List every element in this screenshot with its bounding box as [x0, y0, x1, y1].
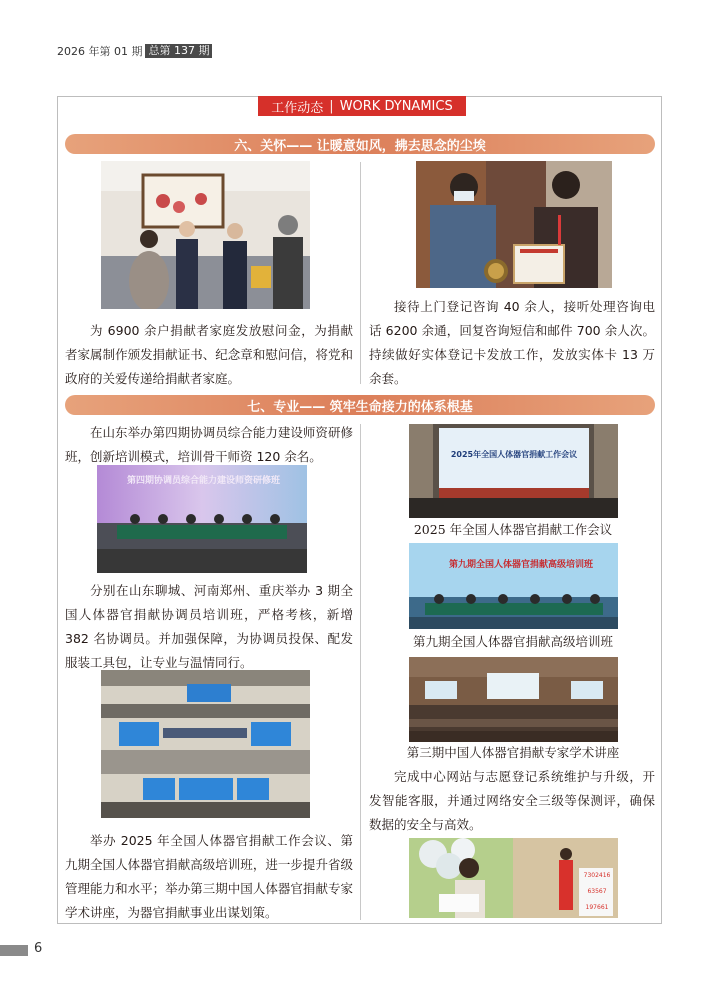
stat-value: 7302416: [583, 872, 611, 879]
photo-work-conference: [409, 424, 618, 518]
photo-caption: 第三期中国人体器官捐献专家学术讲座: [406, 745, 620, 760]
section-separator: |: [329, 98, 334, 114]
professional-left-paragraph-2: 分别在山东聊城、河南郑州、重庆举办 3 期全国人体器官捐献协调员培训班，严格考核，新增 382 名协调员。并加强保障，为协调员投保、配发服装工具包，让专业与温情同行。: [65, 583, 353, 670]
professional-left-paragraph-1: 在山东举办第四期协调员综合能力建设师资研修班，创新培训模式，培训骨干师资 120 余名。: [65, 425, 353, 464]
page-number: 6: [34, 941, 43, 956]
professional-left-paragraph-3: 举办 2025 年全国人体器官捐献工作会议、第九期全国人体器官捐献高级培训班，进一步提升省级管理能力和水平；举办第三期中国人体器官捐献专家学术讲座，为器官捐献事业出谋划策。: [65, 833, 353, 920]
care-right-paragraph: 接待上门登记咨询 40 余人，接听处理咨询电话 6200 余通，回复咨询短信和邮件 700 余人次。持续做好实体登记卡发放工作，发放实体卡 13 万余套。: [369, 299, 655, 386]
photo-screen-title: 第九期全国人体器官捐献高级培训班: [449, 560, 594, 570]
section-tag: [258, 96, 466, 116]
stat-value: 63567: [587, 888, 607, 895]
stat-value: 197661: [585, 904, 609, 911]
section-heading-care: 六、关怀—— 让暖意如风，拂去思念的尘埃: [65, 134, 655, 154]
issue-total-badge: 总第 137 期: [145, 44, 212, 58]
photo-screen-title: 2025年全国人体器官捐献工作会议: [450, 450, 578, 459]
column-divider: [360, 162, 361, 384]
photo-expert-lecture: [409, 657, 618, 742]
section-name-en: WORK DYNAMICS: [339, 98, 453, 114]
photo-volunteer-promo: [409, 838, 618, 918]
photo-caption: 2025 年全国人体器官捐献工作会议: [413, 522, 613, 537]
photo-advanced-training: [409, 543, 618, 629]
photo-caption: 第九期全国人体器官捐献高级培训班: [412, 634, 613, 649]
section-name-cn: 工作动态: [271, 100, 324, 116]
photo-conference-hall: [101, 670, 310, 818]
professional-right-paragraph: 完成中心网站与志愿登记系统维护与升级，开发智能客服，并通过网络安全三级等保测评，确保数据的安全与高效。: [369, 769, 655, 832]
section-heading-professional: 七、专业—— 筑牢生命接力的体系根基: [65, 395, 655, 415]
column-divider: [360, 424, 361, 920]
issue-label: 2026 年第 01 期: [57, 45, 143, 58]
photo-screen-title: 第四期协调员综合能力建设师资研修班: [127, 476, 281, 486]
photo-training-stage: [97, 465, 307, 573]
photo-family-visit: [101, 161, 310, 309]
page-number-bar: [0, 945, 28, 956]
issue-header: [57, 43, 212, 59]
care-left-paragraph: 为 6900 余户捐献者家庭发放慰问金，为捐献者家属制作颁发捐献证书、纪念章和慰问信，将党和政府的关爱传递给捐献者家庭。: [65, 323, 353, 386]
photo-certificate: [416, 161, 612, 288]
